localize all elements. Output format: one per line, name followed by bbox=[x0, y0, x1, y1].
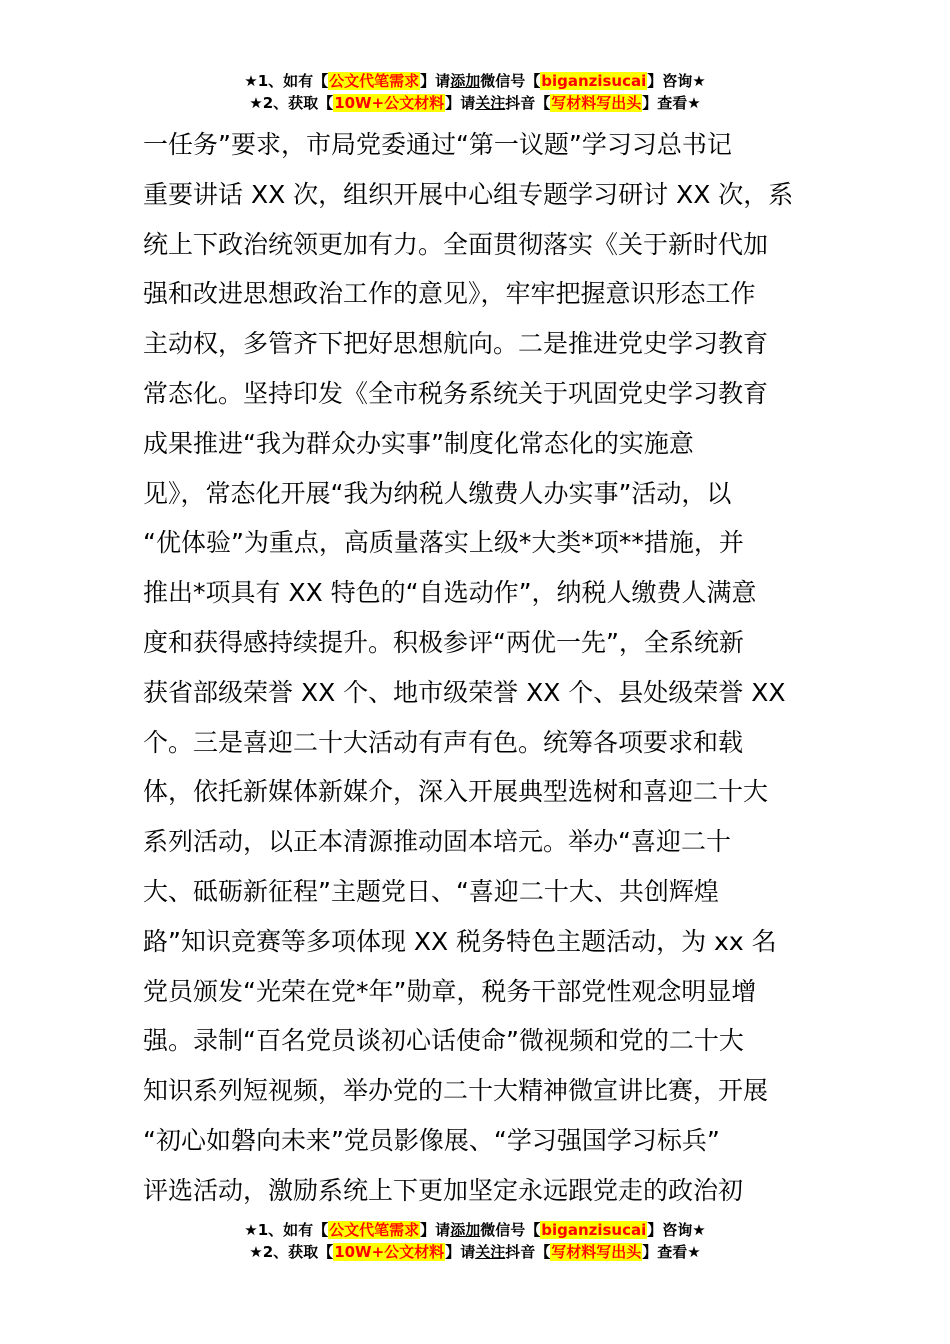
body-line: 获省部级荣誉 XX 个、地市级荣誉 XX 个、县处级荣誉 XX bbox=[143, 677, 786, 707]
body-line: 见》，常态化开展“我为纳税人缴费人办实事”活动，以 bbox=[143, 478, 732, 508]
highlight-text: 公文代笔需求 bbox=[329, 1221, 420, 1239]
banner-text: 】请 bbox=[445, 1243, 476, 1261]
highlight-text: 公文代笔需求 bbox=[329, 72, 420, 90]
banner-text: 】查看★ bbox=[642, 94, 701, 112]
banner-text: 】请 bbox=[445, 94, 476, 112]
body-line: 知识系列短视频，举办党的二十大精神微宣讲比赛，开展 bbox=[143, 1076, 769, 1106]
underlined-text: 添加 bbox=[450, 1221, 481, 1239]
body-line: 系列活动，以正本清源推动固本培元。举办“喜迎二十 bbox=[143, 827, 731, 857]
body-line: 推出*项具有 XX 特色的“自选动作”，纳税人缴费人满意 bbox=[143, 578, 757, 608]
body-line: 评选活动，激励系统上下更加坚定永远跟党走的政治初 bbox=[143, 1175, 744, 1205]
banner-text: 微信号【 bbox=[480, 1221, 541, 1239]
body-line: 一任务”要求，市局党委通过“第一议题”学习习总书记 bbox=[143, 130, 732, 159]
banner-text: 】请 bbox=[420, 1221, 451, 1239]
banner-line-1 bbox=[0, 1219, 950, 1241]
banner-text: ★1、如有【 bbox=[244, 1221, 329, 1239]
body-line: 成果推进“我为群众办实事”制度化常态化的实施意 bbox=[143, 428, 694, 458]
body-line: 党员颁发“光荣在党*年”勋章，税务干部党性观念明显增 bbox=[143, 976, 757, 1006]
banner-line-1 bbox=[0, 70, 950, 92]
banner-text: 抖音【 bbox=[505, 1243, 551, 1261]
footer-banner bbox=[0, 1219, 950, 1263]
banner-text: ★2、获取【 bbox=[249, 1243, 334, 1261]
body-line: 强。录制“百名党员谈初心话使命”微视频和党的二十大 bbox=[143, 1026, 744, 1056]
banner-line-2 bbox=[0, 92, 950, 114]
banner-text: 】请 bbox=[420, 72, 451, 90]
highlight-text: 写材料写出头 bbox=[551, 94, 642, 112]
banner-text: 抖音【 bbox=[505, 94, 551, 112]
body-line: 体，依托新媒体新媒介，深入开展典型选树和喜迎二十大 bbox=[143, 777, 769, 807]
body-line: 路”知识竞赛等多项体现 XX 税务特色主题活动，为 xx 名 bbox=[143, 926, 777, 956]
banner-text: 】咨询★ bbox=[647, 72, 706, 90]
body-line: “初心如磐向未来”党员影像展、“学习强国学习标兵” bbox=[143, 1125, 720, 1155]
underlined-text: 添加 bbox=[450, 72, 481, 90]
body-line: 统上下政治统领更加有力。全面贯彻落实《关于新时代加 bbox=[143, 229, 769, 259]
document-body bbox=[143, 120, 813, 1216]
highlight-text: 10W+公文材料 bbox=[334, 1243, 445, 1261]
banner-text: ★2、获取【 bbox=[249, 94, 334, 112]
header-banner bbox=[0, 70, 950, 114]
highlight-text: biganzisucai bbox=[541, 1221, 647, 1239]
body-line: “优体验”为重点，高质量落实上级*大类*项**措施，并 bbox=[143, 528, 744, 558]
body-line: 度和获得感持续提升。积极参评“两优一先”，全系统新 bbox=[143, 627, 744, 657]
banner-text: ★1、如有【 bbox=[244, 72, 329, 90]
banner-text: 】咨询★ bbox=[647, 1221, 706, 1239]
body-line: 强和改进思想政治工作的意见》，牢牢把握意识形态工作 bbox=[143, 279, 756, 309]
underlined-text: 关注 bbox=[475, 94, 506, 112]
body-line: 主动权，多管齐下把好思想航向。二是推进党史学习教育 bbox=[143, 329, 769, 359]
underlined-text: 关注 bbox=[475, 1243, 506, 1261]
body-line: 重要讲话 XX 次，组织开展中心组专题学习研讨 XX 次，系 bbox=[143, 179, 794, 209]
highlight-text: 10W+公文材料 bbox=[334, 94, 445, 112]
banner-text: 微信号【 bbox=[480, 72, 541, 90]
body-line: 大、砥砺新征程”主题党日、“喜迎二十大、共创辉煌 bbox=[143, 876, 719, 906]
banner-line-2 bbox=[0, 1241, 950, 1263]
highlight-text: biganzisucai bbox=[541, 72, 647, 90]
body-line: 常态化。坚持印发《全市税务系统关于巩固党史学习教育 bbox=[143, 378, 769, 408]
body-line: 个。三是喜迎二十大活动有声有色。统筹各项要求和载 bbox=[143, 727, 744, 757]
highlight-text: 写材料写出头 bbox=[551, 1243, 642, 1261]
banner-text: 】查看★ bbox=[642, 1243, 701, 1261]
